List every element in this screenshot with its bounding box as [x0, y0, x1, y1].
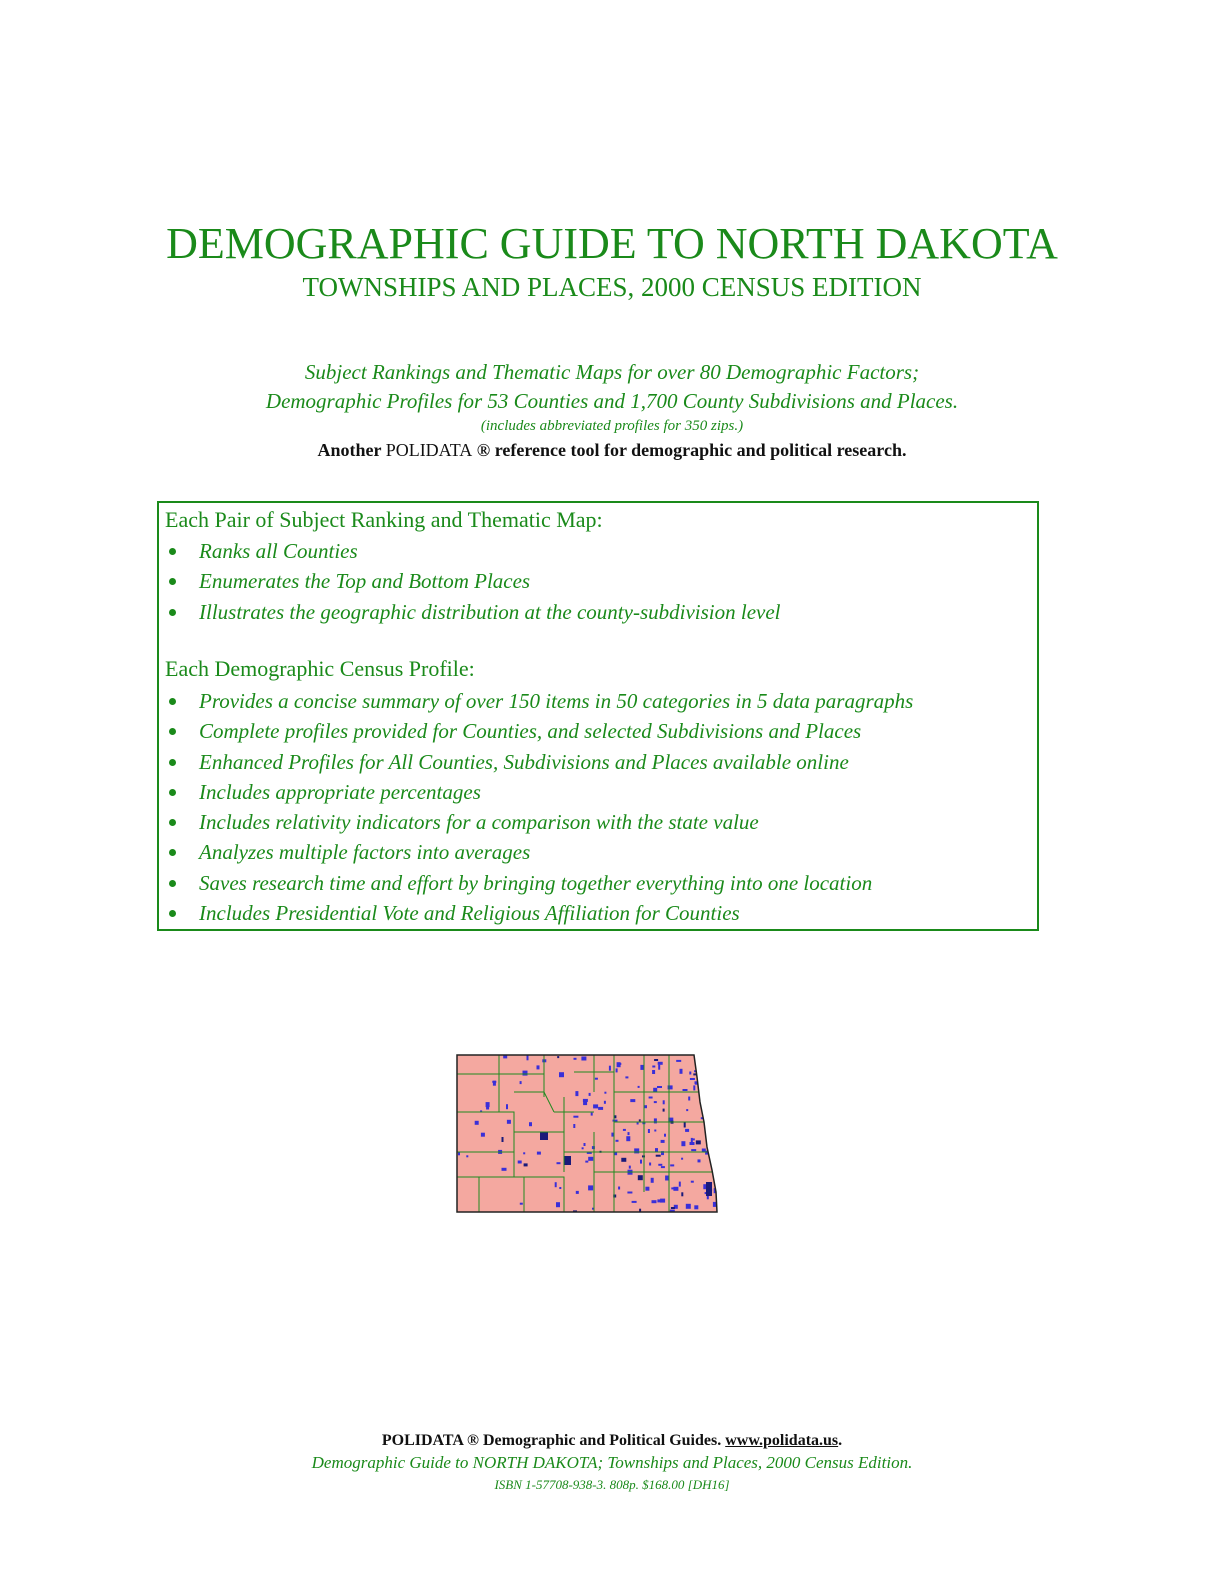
- map-dot: [574, 1058, 577, 1060]
- map-dot: [692, 1138, 695, 1140]
- tagline-line-3: (includes abbreviated profiles for 350 zips.): [480, 418, 744, 434]
- map-dot: [614, 1115, 616, 1118]
- map-dot: [653, 1088, 657, 1092]
- map-dot: [685, 1129, 689, 1132]
- map-dot: [688, 1097, 690, 1101]
- map-cluster: [564, 1156, 571, 1165]
- map-dot: [711, 1135, 713, 1140]
- map-dot: [629, 1166, 631, 1169]
- features-box: [157, 501, 1039, 931]
- map-dot: [654, 1101, 657, 1103]
- map-dot: [715, 1057, 717, 1061]
- map-dot: [529, 1122, 532, 1126]
- map-dot: [681, 1141, 685, 1146]
- map-dot: [651, 1178, 654, 1183]
- map-dot: [661, 1140, 665, 1143]
- map-dot: [575, 1091, 578, 1096]
- map-dot: [588, 1157, 593, 1161]
- section2-heading: Each Demographic Census Profile:: [165, 656, 475, 681]
- map-dot: [518, 1161, 522, 1164]
- map-dot: [657, 1199, 662, 1202]
- bullet-icon: [169, 819, 176, 826]
- map-dot: [654, 1059, 658, 1061]
- tagline-prefix: Another: [317, 440, 386, 460]
- section1-heading: Each Pair of Subject Ranking and Thematic Map:: [165, 507, 603, 532]
- map-dot: [694, 1205, 698, 1209]
- map-svg: [454, 1052, 720, 1214]
- map-dot: [709, 1083, 711, 1088]
- list-item: Complete profiles provided for Counties, and selected Subdivisions and Places: [165, 716, 913, 746]
- map-dot: [658, 1062, 663, 1065]
- list-item: Saves research time and effort by bringing together everything into one location: [165, 868, 913, 898]
- map-dot: [691, 1149, 696, 1151]
- map-dot: [486, 1102, 490, 1107]
- tagline-line-4: [0, 440, 1224, 461]
- map-dot: [690, 1078, 695, 1080]
- map-dot: [458, 1152, 460, 1155]
- tagline-line-2: Demographic Profiles for 53 Counties and 1,700 County Subdivisions and Places.: [265, 389, 959, 413]
- tagline-line-1: Subject Rankings and Thematic Maps for over 80 Demographic Factors;: [304, 360, 920, 384]
- map-dot: [701, 1103, 706, 1108]
- list-item: Includes appropriate percentages: [165, 777, 913, 807]
- map-dot: [573, 1124, 575, 1128]
- map-dot: [702, 1055, 705, 1060]
- list-item: Includes relativity indicators for a comparison with the state value: [165, 807, 913, 837]
- map-dot: [645, 1187, 649, 1191]
- map-dot: [652, 1066, 655, 1068]
- map-dot: [576, 1191, 579, 1194]
- map-dot: [707, 1109, 711, 1113]
- map-dot: [573, 1116, 578, 1118]
- map-dot: [691, 1181, 694, 1183]
- map-dot: [671, 1207, 675, 1209]
- map-dot: [604, 1101, 606, 1104]
- north-dakota-thematic-map: [454, 1052, 720, 1214]
- map-dot: [702, 1092, 706, 1097]
- map-dot: [689, 1072, 691, 1075]
- map-dot: [649, 1163, 651, 1166]
- map-dot: [593, 1104, 598, 1108]
- map-dot: [609, 1066, 611, 1071]
- map-dot: [663, 1100, 665, 1104]
- map-dot: [591, 1113, 593, 1116]
- map-dot: [656, 1155, 661, 1157]
- list-item: Enumerates the Top and Bottom Places: [165, 566, 781, 596]
- map-dot: [664, 1134, 666, 1137]
- map-dot: [502, 1168, 507, 1171]
- map-dot: [640, 1160, 642, 1164]
- map-dot: [507, 1120, 511, 1124]
- map-dot: [713, 1158, 717, 1160]
- map-dot: [683, 1089, 688, 1091]
- map-dot: [537, 1152, 541, 1155]
- map-dot: [616, 1068, 618, 1072]
- polidata-brand: POLIDATA: [385, 440, 473, 460]
- bullet-icon: [169, 698, 176, 705]
- map-dot: [715, 1078, 719, 1081]
- map-dot: [481, 1133, 485, 1137]
- footer-line-3: ISBN 1-57708-938-3. 808p. $168.00 [DH16]: [494, 1477, 730, 1492]
- footer-line-2: Demographic Guide to NORTH DAKOTA; Townships and Places, 2000 Census Edition.: [311, 1453, 913, 1472]
- map-dot: [686, 1109, 688, 1111]
- map-dot: [559, 1072, 564, 1077]
- map-dot: [626, 1136, 630, 1141]
- map-dot: [506, 1104, 508, 1109]
- bullet-icon: [169, 910, 176, 917]
- map-dot: [711, 1097, 716, 1100]
- map-dot: [527, 1055, 529, 1060]
- map-cluster: [540, 1132, 548, 1140]
- map-dot: [581, 1057, 586, 1061]
- page-title: DEMOGRAPHIC GUIDE TO NORTH DAKOTA: [166, 219, 1058, 268]
- map-dot: [649, 1097, 653, 1099]
- map-dot: [628, 1132, 630, 1135]
- map-dot: [681, 1192, 683, 1196]
- map-dot: [707, 1080, 709, 1082]
- map-dot: [652, 1070, 655, 1074]
- map-dot: [652, 1200, 657, 1203]
- map-dot: [556, 1202, 560, 1207]
- map-dot: [475, 1121, 479, 1125]
- list-item: Provides a concise summary of over 150 items in 50 categories in 5 data paragraphs: [165, 686, 913, 716]
- map-dot: [524, 1163, 528, 1166]
- map-dot: [668, 1085, 673, 1089]
- map-dot: [676, 1060, 681, 1062]
- map-dot: [613, 1120, 618, 1122]
- map-dot: [654, 1118, 657, 1123]
- map-dot: [618, 1187, 620, 1190]
- map-dot: [661, 1166, 665, 1168]
- list-item: Ranks all Counties: [165, 536, 781, 566]
- bullet-icon: [169, 759, 176, 766]
- map-dot: [690, 1142, 695, 1145]
- map-dot: [520, 1081, 522, 1084]
- map-dot: [559, 1187, 561, 1189]
- map-dot: [604, 1092, 606, 1094]
- tagline-suffix: ® reference tool for demographic and political research.: [472, 440, 907, 460]
- list-item: Includes Presidential Vote and Religious Affiliation for Counties: [165, 898, 913, 928]
- map-dot: [715, 1090, 718, 1095]
- map-dot: [614, 1152, 617, 1155]
- section1-list: [165, 536, 781, 627]
- map-dot: [681, 1158, 683, 1160]
- map-dot: [630, 1099, 635, 1102]
- map-dot: [582, 1147, 584, 1149]
- map-dot: [627, 1192, 632, 1194]
- map-dot: [502, 1137, 504, 1142]
- map-dot: [557, 1162, 561, 1164]
- map-dot: [684, 1123, 686, 1128]
- section2-list: [165, 686, 913, 928]
- map-dot: [595, 1078, 598, 1080]
- map-dot: [503, 1055, 507, 1058]
- map-dot: [638, 1175, 643, 1180]
- bullet-icon: [169, 548, 176, 555]
- map-dot: [657, 1086, 662, 1088]
- map-dot: [520, 1203, 523, 1205]
- map-dot: [632, 1201, 637, 1203]
- map-dot: [588, 1185, 593, 1190]
- map-dot: [711, 1157, 715, 1161]
- bullet-icon: [169, 880, 176, 887]
- map-dot: [710, 1113, 715, 1117]
- list-item: Analyzes multiple factors into averages: [165, 837, 913, 867]
- map-dot: [555, 1182, 557, 1187]
- map-dot: [686, 1204, 691, 1209]
- bullet-icon: [169, 609, 176, 616]
- map-dot: [466, 1155, 468, 1157]
- map-dot: [680, 1069, 683, 1074]
- map-dot: [598, 1107, 603, 1110]
- map-dot: [658, 1164, 662, 1166]
- bullet-icon: [169, 578, 176, 585]
- map-dot: [712, 1102, 716, 1105]
- map-dot: [589, 1093, 591, 1096]
- map-dot: [621, 1158, 626, 1162]
- map-dot: [537, 1065, 540, 1069]
- map-dot: [639, 1119, 641, 1121]
- map-dot: [648, 1129, 650, 1133]
- map-dot: [523, 1071, 528, 1076]
- polidata-website-link[interactable]: www.polidata.us: [725, 1432, 839, 1449]
- bullet-icon: [169, 728, 176, 735]
- bullet-icon: [169, 789, 176, 796]
- map-dot: [638, 1086, 640, 1088]
- map-dot: [584, 1143, 586, 1146]
- map-dot: [557, 1056, 559, 1058]
- footer-line-1: POLIDATA ® Demographic and Political Guides. www.polidata.us.: [381, 1432, 843, 1449]
- map-dot: [703, 1106, 706, 1109]
- map-dot: [673, 1187, 678, 1191]
- map-dot: [710, 1128, 715, 1133]
- map-dot: [634, 1148, 639, 1153]
- map-dot: [523, 1152, 525, 1154]
- page-subtitle: TOWNSHIPS AND PLACES, 2000 CENSUS EDITION: [302, 272, 922, 302]
- map-dot: [585, 1161, 588, 1163]
- list-item: Illustrates the geographic distribution at the county-subdivision level: [165, 597, 781, 627]
- map-dot: [623, 1129, 626, 1131]
- map-dot: [670, 1164, 674, 1166]
- map-dot: [663, 1109, 665, 1112]
- map-dot: [654, 1130, 656, 1132]
- map-dot: [658, 1065, 660, 1070]
- map-cluster: [706, 1182, 712, 1196]
- map-dot: [679, 1182, 681, 1187]
- map-dot: [625, 1076, 628, 1078]
- map-dot: [693, 1085, 695, 1090]
- map-dot: [583, 1101, 587, 1105]
- map-dot: [493, 1081, 496, 1086]
- map-dot: [698, 1159, 701, 1162]
- bullet-icon: [169, 849, 176, 856]
- list-item: Enhanced Profiles for All Counties, Subdivisions and Places available online: [165, 747, 913, 777]
- map-dot: [616, 1140, 619, 1142]
- map-dot: [617, 1062, 621, 1067]
- map-dot: [696, 1140, 701, 1144]
